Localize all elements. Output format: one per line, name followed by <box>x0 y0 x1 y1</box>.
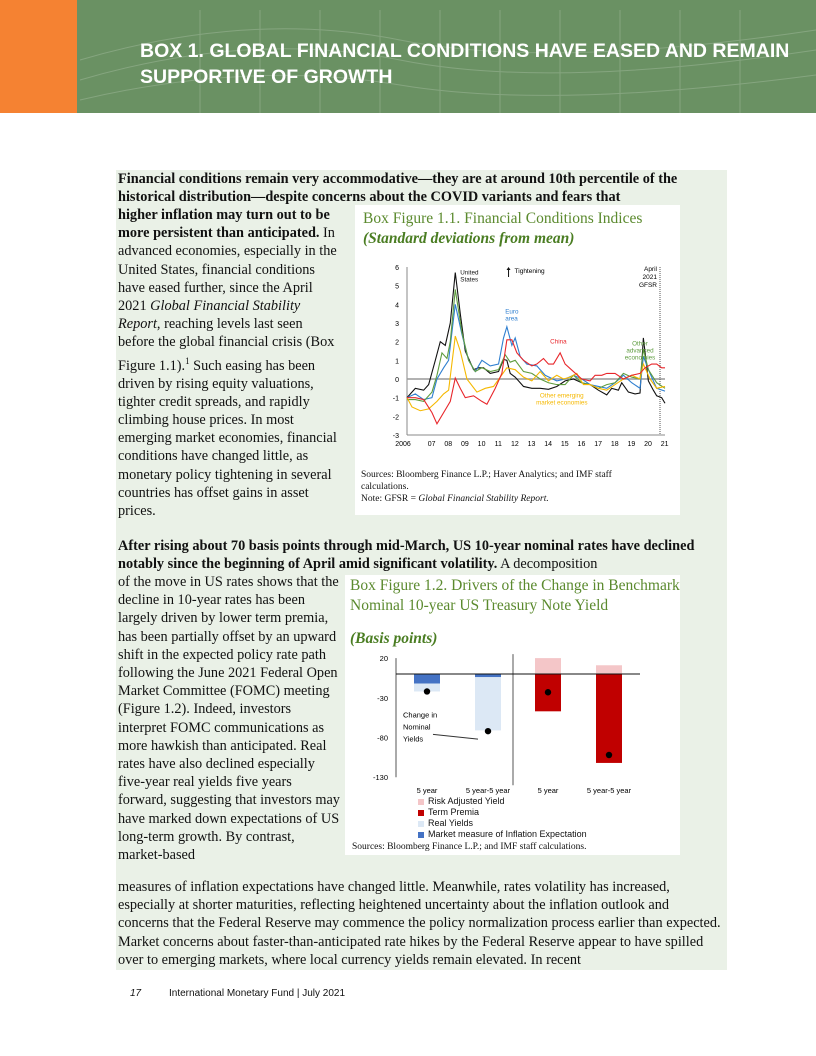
x-tick-label: 13 <box>527 441 536 448</box>
series-label: economies <box>624 354 656 362</box>
nominal-yield-dot <box>424 688 430 694</box>
para2-bottom: measures of inflation expectations have changed little. Meanwhile, rates volatility has increased, especially at shorter maturities, reflecting heightened uncertainty about the inflation outlook and concerns that the Federal Reserve may commence the policy normalization process earlier than expected. Market concerns about faster-than-anticipated rate hikes by the Federal Reserve appear to have spilled over to emerging markets, where local currency yields remain elevated. In recent <box>118 879 721 968</box>
series-label: Euro <box>505 308 519 316</box>
note-italic: Global Financial Stability Report. <box>418 494 549 504</box>
series-label: United <box>460 269 479 277</box>
gfsr-label: April <box>643 266 658 273</box>
para2-bold: After rising about 70 basis points through mid-March, US 10-year nominal rates have declined notably since the beginning of April amid significant volatility. <box>118 538 695 573</box>
legend-item <box>418 829 587 840</box>
bar-real-yields <box>475 677 501 730</box>
x-tick-label: 16 <box>577 441 586 448</box>
y-tick-label: 1 <box>395 358 399 366</box>
legend-item <box>418 818 587 829</box>
para2-lead <box>118 537 718 573</box>
para1-text-a: In advanced economies, especially in the United States, financial conditions have eased further, since the April 2021 <box>118 225 337 315</box>
series-label: China <box>550 338 567 346</box>
x-tick-label: 14 <box>544 441 553 448</box>
gfsr-label: GFSR <box>638 282 658 289</box>
legend-label: Term Premia <box>428 807 480 817</box>
y-tick-label: -1 <box>392 395 399 403</box>
y-tick-label: -130 <box>372 773 388 783</box>
tightening-arrowhead-icon <box>507 267 511 270</box>
annotation-arrow-icon <box>433 734 478 739</box>
figure1-subtitle: (Standard deviations from mean) <box>363 230 575 247</box>
figure1-panel <box>355 205 680 515</box>
para1-italic: Global Financial Stability Report <box>118 298 301 333</box>
y-tick-label: 0 <box>395 377 399 384</box>
y-tick-label: 4 <box>395 302 399 310</box>
series-label: Other <box>632 340 648 348</box>
x-category-label: 5 year-5 year <box>586 786 632 796</box>
y-tick-label: -3 <box>392 433 399 440</box>
x-tick-label: 21 <box>660 441 669 448</box>
y-tick-label: 20 <box>379 654 388 664</box>
x-tick-label: 09 <box>461 441 469 448</box>
series-label: market economies <box>536 399 588 407</box>
figure2-subtitle: (Basis points) <box>350 630 438 647</box>
para2-column: of the move in US rates shows that the decline in 10-year rates has been largely driven by lower term premia, has been partially offset by an upward shift in the expected policy rate path following the June 2021 Federal Open Market Committee (FOMC) meeting (Figure 1.2). Indeed, investors interpret FOMC communications as more hawkish than anticipated. Real rates have also declined especially five-year real yields five years forward, suggesting that investors may have marked down expectations of US long-term growth. By contrast, market-based <box>118 574 340 864</box>
x-category-label: 5 year <box>537 786 559 796</box>
para1-text-c: Such easing has been driven by rising equity valuations, tighter credit spreads, and rapidly climbing house prices. In most emerging market economies, financial conditions have changed little, as monetary policy tightening in several countries has offset gains in asset prices. <box>118 357 337 520</box>
series-label: Other emerging <box>539 392 584 400</box>
legend-swatch <box>418 821 424 827</box>
y-tick-label: -30 <box>377 693 388 703</box>
header-banner <box>0 0 816 113</box>
y-tick-label: -80 <box>377 733 388 743</box>
figure2-sources: Sources: Bloomberg Finance L.P.; and IMF staff calculations. <box>352 842 587 852</box>
footnote-ref[interactable]: 1 <box>185 355 190 366</box>
y-tick-label: -2 <box>392 414 399 422</box>
series-label: States <box>460 276 479 284</box>
legend-item <box>418 807 587 818</box>
bar-term-premia <box>596 674 622 763</box>
series-label: area <box>505 315 518 323</box>
figure1-chart <box>355 258 680 458</box>
figure2-legend <box>418 796 587 840</box>
para1-bold-rest: higher inflation may turn out to be more persistent than anticipated. <box>118 207 330 242</box>
x-tick-label: 19 <box>627 441 636 448</box>
bar-market-measure-of-inflation-expectation <box>414 674 440 684</box>
figure1-sources: Sources: Bloomberg Finance L.P.; Haver Analytics; and IMF staff calculations. <box>361 470 612 492</box>
annotation-label: Change in <box>403 710 438 720</box>
nominal-yield-dot <box>485 728 491 734</box>
para1-text-b: , reaching levels last seen before the global financial crisis (Box Figure 1.1). <box>118 316 335 374</box>
note-prefix: Note: GFSR = <box>361 494 419 504</box>
para1-lead <box>118 170 718 206</box>
series-line-united-states <box>407 273 665 404</box>
x-tick-label: 08 <box>444 441 453 448</box>
x-tick-label: 20 <box>644 441 652 448</box>
header-accent <box>0 0 77 113</box>
para1-column <box>118 206 340 520</box>
annotation-label: Yields <box>403 734 424 744</box>
series-label: advanced <box>626 347 654 355</box>
legend-label: Market measure of Inflation Expectation <box>428 829 587 839</box>
bar-risk-adjusted-yield <box>535 658 561 674</box>
gfsr-label: 2021 <box>642 274 658 281</box>
x-category-label: 5 year <box>416 786 438 796</box>
legend-item <box>418 796 587 807</box>
x-tick-label: 18 <box>610 441 619 448</box>
bar-risk-adjusted-yield <box>596 665 622 674</box>
x-tick-label: 12 <box>510 441 519 448</box>
legend-label: Risk Adjusted Yield <box>428 796 505 806</box>
para2-text-head: A decomposition <box>497 556 598 573</box>
annotation-label: Nominal <box>403 722 431 732</box>
figure2-chart <box>345 650 680 800</box>
x-tick-label: 2006 <box>395 441 411 448</box>
tightening-label: Tightening <box>514 268 545 275</box>
legend-label: Real Yields <box>428 818 474 828</box>
page-number: 17 <box>130 988 142 999</box>
x-tick-label: 17 <box>594 441 602 448</box>
x-tick-label: 10 <box>477 441 486 448</box>
y-tick-label: 5 <box>395 283 399 291</box>
figure2-title: Box Figure 1.2. Drivers of the Change in Benchmark Nominal 10-year US Treasury Note Yield <box>350 577 680 614</box>
nominal-yield-dot <box>545 689 551 695</box>
x-tick-label: 11 <box>494 441 502 448</box>
legend-swatch <box>418 799 424 805</box>
y-tick-label: 6 <box>395 265 399 272</box>
x-tick-label: 15 <box>560 441 569 448</box>
figure1-note <box>361 493 549 505</box>
y-tick-label: 3 <box>395 321 399 328</box>
figure1-title: Box Figure 1.1. Financial Conditions Indices <box>363 210 643 227</box>
x-tick-label: 07 <box>427 441 436 448</box>
para1-bold-lead: Financial conditions remain very accommodative—they are at around 10th percentile of the historical distribution—despite concerns about the COVID variants and fears that <box>118 171 678 206</box>
legend-swatch <box>418 810 424 816</box>
y-tick-label: 2 <box>395 339 399 347</box>
legend-swatch <box>418 832 424 838</box>
x-category-label: 5 year-5 year <box>465 786 511 796</box>
nominal-yield-dot <box>606 752 612 758</box>
box-title: BOX 1. GLOBAL FINANCIAL CONDITIONS HAVE EASED AND REMAIN SUPPORTIVE OF GROWTH <box>140 40 790 88</box>
footer-text: International Monetary Fund | July 2021 <box>169 988 346 999</box>
